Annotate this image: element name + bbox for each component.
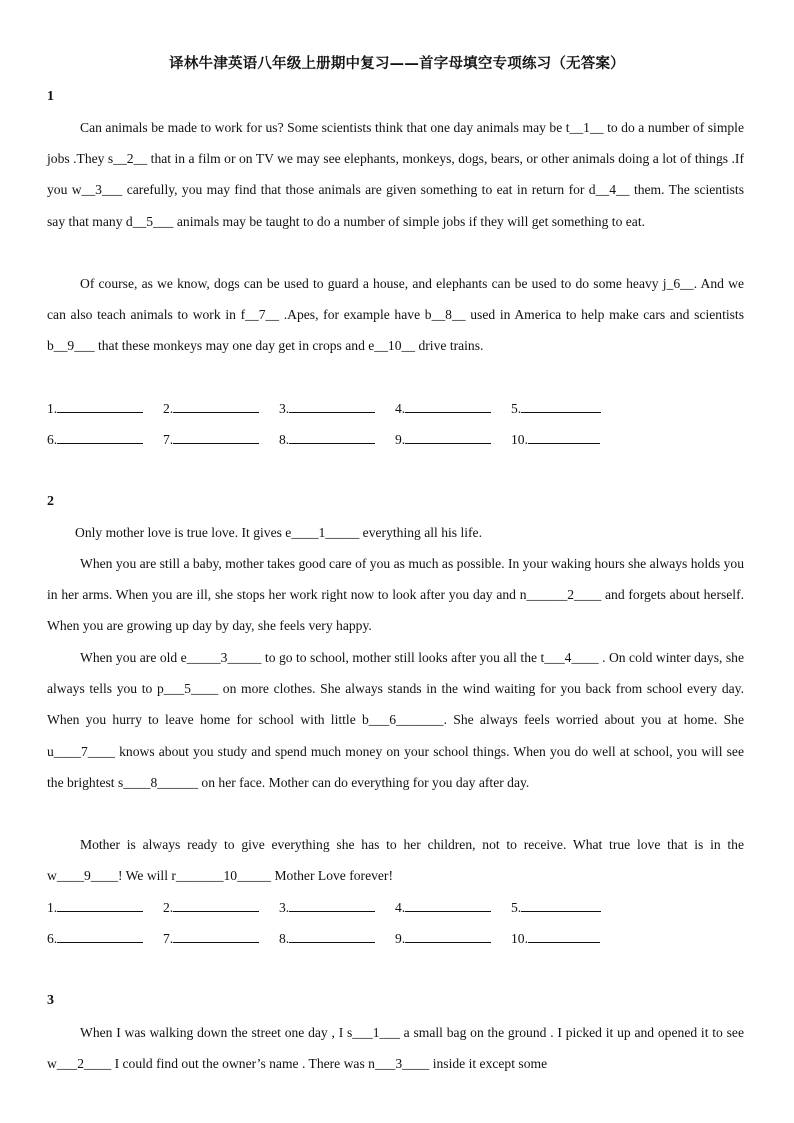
answer-number: 6. xyxy=(47,432,58,448)
section-number: 3 xyxy=(47,993,54,1008)
answer-blank[interactable] xyxy=(395,892,511,923)
answer-number: 9. xyxy=(395,931,406,947)
page-title: 译林牛津英语八年级上册期中复习——首字母填空专项练习（无答案） xyxy=(169,56,625,72)
answer-number: 9. xyxy=(395,432,406,448)
passage-paragraph: When you are still a baby, mother takes good care of you as much as possible. In your waking hours she always holds you in her arms. When you are ill, she stops her work right now to look after you day and n______2____ and forgets about herself. When you are growing up day by day, she feels very happy. xyxy=(47,556,744,634)
answer-blank[interactable] xyxy=(163,393,279,424)
answer-number: 1. xyxy=(47,900,58,915)
passage-paragraph: When you are old e_____3_____ to go to school, mother still looks after you all the t___4____ . On cold winter days, she always tells you to p___5____ on more clothes. She always stands in the wind waiting for you back from school every day. When you hurry to leave home for school with little b___6_______. She always feels worried about you at home. She u____7____ knows about you study and spend much money on your school things. When you do well at school, you will see the brightest s____8______ on her face. Mother can do everything for you day after day. xyxy=(47,650,744,790)
answer-number: 2. xyxy=(163,900,174,915)
answer-blank[interactable] xyxy=(511,424,627,455)
answer-blank[interactable] xyxy=(279,923,395,954)
answer-number: 6. xyxy=(47,931,58,947)
answer-blank[interactable] xyxy=(163,892,279,923)
answer-blank[interactable] xyxy=(279,393,395,424)
answer-blank[interactable] xyxy=(163,424,279,455)
section-number: 1 xyxy=(47,89,54,104)
answer-blank[interactable] xyxy=(395,424,511,455)
answer-number: 4. xyxy=(395,401,406,416)
answer-blank[interactable] xyxy=(47,393,163,424)
answer-number: 5. xyxy=(511,900,522,915)
answer-number: 3. xyxy=(279,401,290,416)
answer-row xyxy=(47,393,647,424)
answer-blank[interactable] xyxy=(163,923,279,954)
answer-sheet xyxy=(47,393,647,455)
answer-number: 10. xyxy=(511,931,528,947)
answer-sheet xyxy=(47,892,647,954)
answer-number: 4. xyxy=(395,900,406,915)
passage-paragraph: Of course, as we know, dogs can be used to guard a house, and elephants can be used to do some heavy j_6__. And we can also teach animals to work in f__7__ .Apes, for example have b__8__ used in America to help make cars and scientists b__9___ that these monkeys may one day get in crops and e__10__ drive trains. xyxy=(47,276,744,354)
passage-paragraph: Can animals be made to work for us? Some scientists think that one day animals may be t__1__ to do a number of simple jobs .They s__2__ that in a film or on TV we may see elephants, monkeys, dogs, bears, or other animals doing a lot of things .If you w__3___ carefully, you may find that those animals are given something to eat in return for d__4__ them. The scientists say that many d__5___ animals may be taught to do a number of simple jobs if they will get something to eat. xyxy=(47,120,744,229)
answer-number: 8. xyxy=(279,931,290,947)
section-number: 2 xyxy=(47,494,54,509)
answer-blank[interactable] xyxy=(47,923,163,954)
answer-number: 8. xyxy=(279,432,290,448)
answer-blank[interactable] xyxy=(279,424,395,455)
answer-row xyxy=(47,424,647,455)
passage-paragraph: Only mother love is true love. It gives e____1_____ everything all his life. xyxy=(75,525,482,540)
answer-number: 7. xyxy=(163,432,174,448)
answer-number: 3. xyxy=(279,900,290,915)
answer-blank[interactable] xyxy=(511,393,627,424)
answer-number: 10. xyxy=(511,432,528,448)
answer-row xyxy=(47,892,647,923)
answer-blank[interactable] xyxy=(395,393,511,424)
passage-paragraph: When I was walking down the street one day , I s___1___ a small bag on the ground . I picked it up and opened it to see w___2____ I could find out the owner’s name . There was n___3____ inside it except some xyxy=(47,1025,744,1072)
passage-paragraph: Mother is always ready to give everything she has to her children, not to receive. What true love that is in the w____9____! We will r_______10_____ Mother Love forever! xyxy=(47,837,744,884)
answer-blank[interactable] xyxy=(47,424,163,455)
answer-number: 2. xyxy=(163,401,174,416)
answer-blank[interactable] xyxy=(279,892,395,923)
answer-row xyxy=(47,923,647,954)
answer-number: 1. xyxy=(47,401,58,416)
answer-blank[interactable] xyxy=(511,892,627,923)
answer-blank[interactable] xyxy=(511,923,627,954)
answer-blank[interactable] xyxy=(47,892,163,923)
answer-number: 7. xyxy=(163,931,174,947)
answer-blank[interactable] xyxy=(395,923,511,954)
answer-number: 5. xyxy=(511,401,522,416)
